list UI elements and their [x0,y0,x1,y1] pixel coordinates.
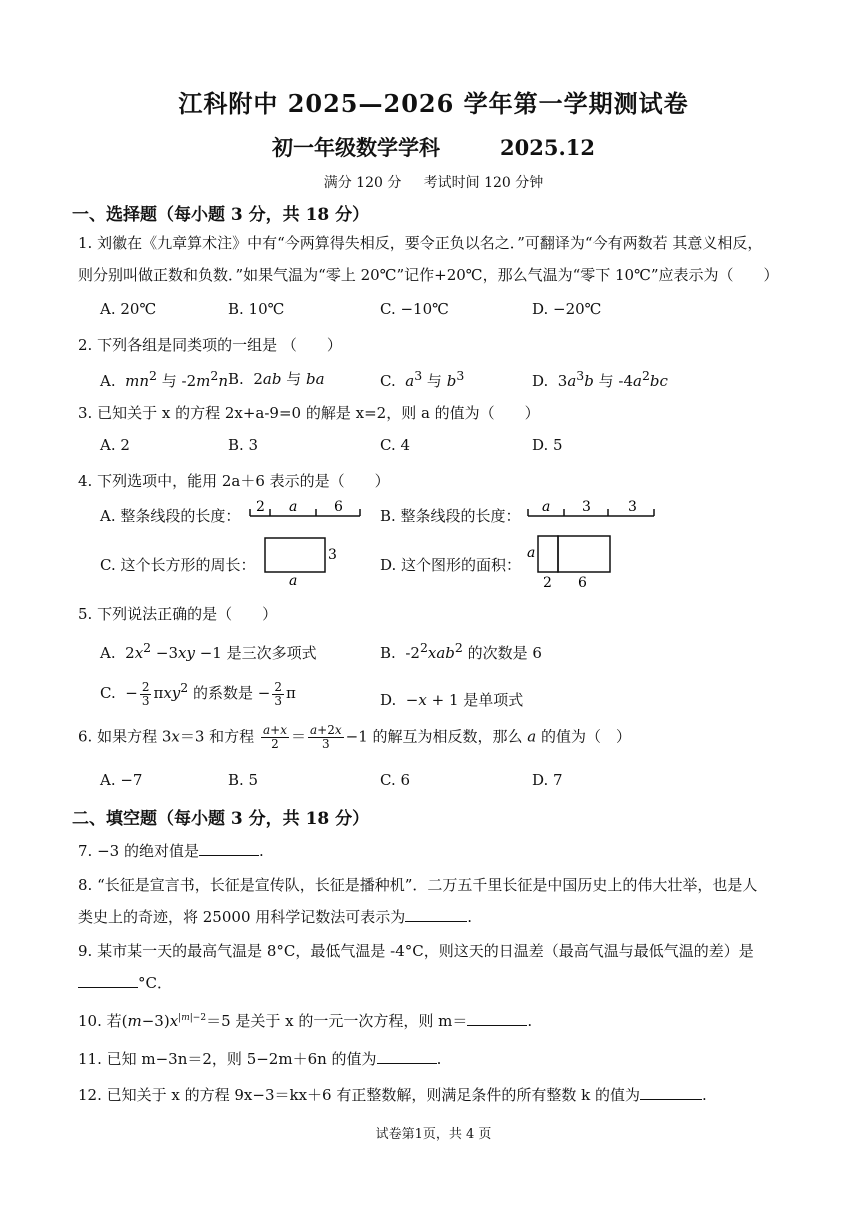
q2-option-d: D. $3a^3b$ 与 $-4a^2bc$ [532,368,668,390]
q7-answer-blank[interactable] [199,841,259,856]
page-footer: 试卷第1页，共 4 页 [375,1127,492,1142]
svg-text:2: 2 [256,499,265,515]
q12-answer-blank[interactable] [640,1085,702,1100]
q1-option-b: B. 10℃ [228,300,285,318]
q4-option-b: B. 整条线段的长度： [380,507,521,525]
q4-option-c: C. 这个长方形的周长： [100,556,256,574]
q12-stem: 12. 已知关于 x 的方程 9x−3＝kx＋6 有正整数解，则满足条件的所有整数 k 的值为 [78,1086,640,1104]
section-heading-choice: 一、选择题（每小题 3 分，共 18 分） [72,205,370,225]
q9-line2-wrap [78,972,172,993]
section-heading-fill: 二、填空题（每小题 3 分，共 18 分） [72,809,370,829]
svg-text:a: a [289,573,298,588]
q6-option-b: B. 5 [228,771,259,789]
q5-option-c: C. − $\frac{2}{3}$ πxy$^2$ 的系数是 − $\frac{2}{3}$ π [100,679,296,708]
svg-text:a: a [542,499,551,515]
q3-option-d: D. 5 [532,436,563,454]
q4-b-segment-figure [524,496,660,524]
q1-option-c: C. −10℃ [380,300,449,318]
q6-option-d: D. 7 [532,771,563,789]
exam-subtitle [0,132,867,162]
q10-pre: 10. 若 [78,1012,122,1030]
exam-date: 2025.12 [500,135,595,160]
exam-title: 江科附中 2025—2026 学年第一学期测试卷 [178,89,689,118]
q9-line2: °C． [138,974,172,992]
q4-option-d: D. 这个图形的面积： [380,556,522,574]
q6-option-a: A. −7 [100,771,143,789]
exam-meta [0,172,867,192]
svg-text:a: a [289,499,298,515]
q12: 12. 已知关于 x 的方程 9x−3＝kx＋6 有正整数解，则满足条件的所有整数 k 的值为 . [78,1086,707,1104]
q8-line1: 8. “长征是宣言书，长征是宣传队，长征是播种机”．二万五千里长征是中国历史上的伟大壮举，也是人 [78,876,758,894]
svg-text:3: 3 [582,499,591,515]
q5-option-a: A. $2x^2 -3xy -1$ 是三次多项式 [100,640,317,662]
q7: 7. −3 的绝对值是 . [78,842,264,860]
q2-stem: 2. 下列各组是同类项的一组是 （ ） [78,336,342,354]
q9-line1: 9. 某市某一天的最高气温是 8°C，最低气温是 -4°C，则这天的日温差（最高气温与最低气温的差）是 [78,942,754,960]
svg-text:6: 6 [334,499,343,515]
q1-line2: 则分别叫做正数和负数．”如果气温为“零上 20℃”记作+20℃，那么气温为“零下 10℃”应表示为（ ） [78,266,779,284]
full-score: 满分 120 分 [323,175,402,191]
q8-answer-blank[interactable] [405,907,467,922]
q4-a-segment-figure [246,496,366,524]
q3-stem: 3. 已知关于 x 的方程 2x+a-9=0 的解是 x=2，则 a 的值为（ ） [78,404,540,422]
q8-line2-wrap: 类史上的奇迹，将 25000 用科学记数法可表示为 . [78,908,473,926]
q3-option-b: B. 3 [228,436,259,454]
exam-time: 考试时间 120 分钟 [423,175,544,191]
q10: 10. 若$(m-3)x^{|m|-2}=5$ 是关于 x 的一元一次方程，则 m＝ . [78,1012,533,1030]
svg-text:3: 3 [328,547,337,563]
q4-c-rectangle-figure [260,534,340,588]
q9-answer-blank[interactable] [78,973,138,988]
q6-stem: 6. 如果方程 3x＝3 和方程 $\frac{a+x}{2}$ ＝ $\frac{a+2x}{3}$ −1 的解互为相反数，那么 a 的值为（ ） [78,723,632,751]
svg-text:6: 6 [578,575,587,590]
q5-option-b: B. $-2^2xab^2$ 的次数是 6 [380,640,542,662]
svg-text:3: 3 [628,499,637,515]
subject-label: 初一年级数学学科 [272,135,440,160]
q6-option-c: C. 6 [380,771,411,789]
q5-stem: 5. 下列说法正确的是（ ） [78,605,278,623]
q2-option-a: A. $mn^2$ 与 $-2m^2n$ [100,368,228,390]
q1-option-d: D. −20℃ [532,300,602,318]
q11-stem: 11. 已知 m−3n＝2，则 5−2m＋6n 的值为 [78,1050,377,1068]
q10-post: 是关于 x 的一元一次方程，则 m＝ [235,1012,468,1030]
q8-line2: 类史上的奇迹，将 25000 用科学记数法可表示为 [78,908,406,926]
svg-text:2: 2 [543,575,552,590]
q4-option-a: A. 整条线段的长度： [100,507,241,525]
q11-answer-blank[interactable] [377,1049,437,1064]
q3-option-a: A. 2 [100,436,130,454]
q5-option-d: D. −x + 1 是单项式 [380,691,524,709]
q4-stem: 4. 下列选项中，能用 2a＋6 表示的是（ ） [78,472,390,490]
q2-option-b: B. 2ab 与 ba [228,370,325,388]
q11: 11. 已知 m−3n＝2，则 5−2m＋6n 的值为 . [78,1050,442,1068]
svg-text:a: a [527,545,536,561]
q3-option-c: C. 4 [380,436,411,454]
q1-option-a: A. 20℃ [100,300,157,318]
q2-option-c: C. $a^3$ 与 $b^3$ [380,368,465,390]
q4-d-area-figure [526,532,618,590]
q7-stem: 7. −3 的绝对值是 [78,842,199,860]
q1-line1: 1. 刘徽在《九章算术注》中有“今两算得失相反，要令正负以名之．”可翻译为“今有两数若 其意义相反， [78,234,763,252]
q10-answer-blank[interactable] [467,1011,527,1026]
